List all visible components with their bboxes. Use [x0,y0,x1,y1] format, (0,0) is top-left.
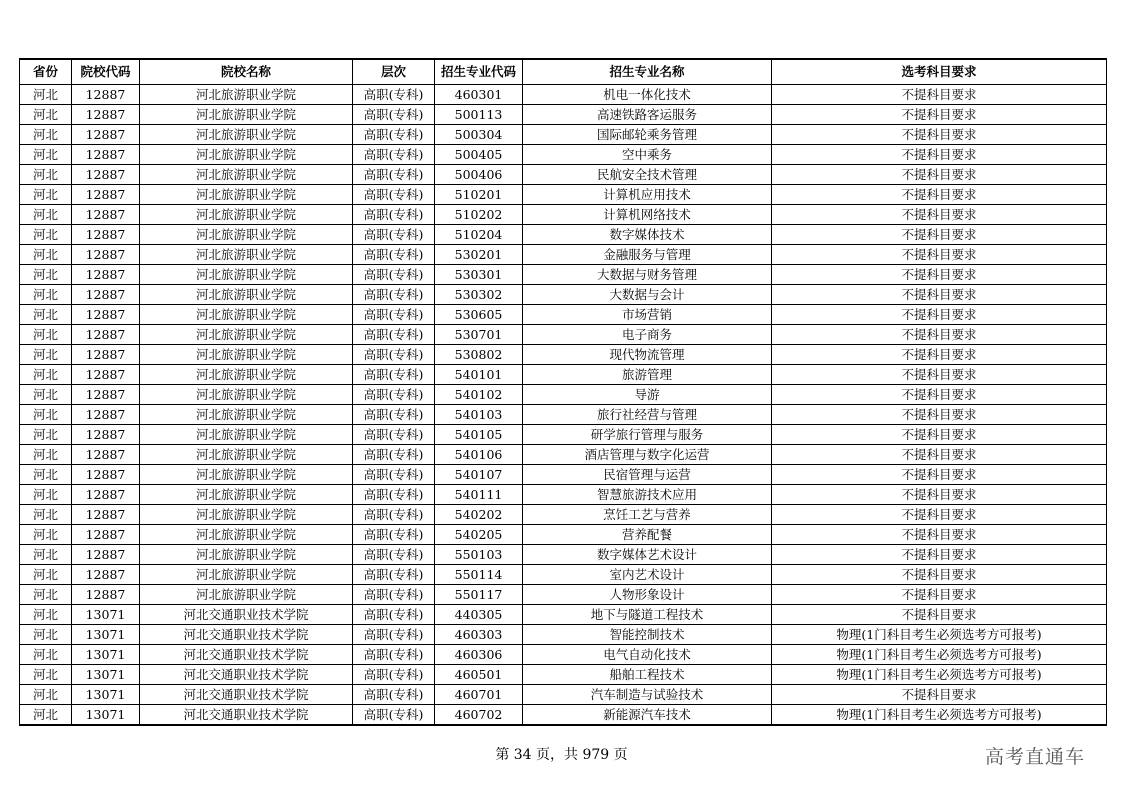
major-code-cell: 540107 [435,465,523,485]
major-name-cell: 大数据与会计 [523,285,772,305]
major-name-cell: 大数据与财务管理 [523,265,772,285]
subject-requirement-cell: 不提科目要求 [772,285,1107,305]
major-name-cell: 酒店管理与数字化运营 [523,445,772,465]
table-row [20,685,1107,705]
table-row [20,405,1107,425]
subject-requirement-cell: 不提科目要求 [772,545,1107,565]
table-header-row [20,59,1107,85]
school-code-cell: 12887 [72,365,140,385]
province-cell: 河北 [20,285,72,305]
school-code-cell: 13071 [72,605,140,625]
province-cell: 河北 [20,85,72,105]
major-code-cell: 500405 [435,145,523,165]
major-name-cell: 电气自动化技术 [523,645,772,665]
level-cell: 高职(专科) [353,365,435,385]
province-cell: 河北 [20,165,72,185]
province-cell: 河北 [20,345,72,365]
major-code-cell: 530201 [435,245,523,265]
table-row [20,105,1107,125]
school-name-cell: 河北交通职业技术学院 [140,665,353,685]
school-name-cell: 河北旅游职业学院 [140,465,353,485]
table-row [20,545,1107,565]
table-row [20,565,1107,585]
province-cell: 河北 [20,145,72,165]
major-name-cell: 计算机应用技术 [523,185,772,205]
subject-requirement-cell: 不提科目要求 [772,405,1107,425]
table-row [20,145,1107,165]
school-code-cell: 12887 [72,505,140,525]
level-cell: 高职(专科) [353,245,435,265]
school-name-cell: 河北旅游职业学院 [140,385,353,405]
province-cell: 河北 [20,505,72,525]
major-code-cell: 460701 [435,685,523,705]
table-row [20,385,1107,405]
major-code-cell: 540111 [435,485,523,505]
major-code-cell: 460303 [435,625,523,645]
school-code-cell: 12887 [72,105,140,125]
subject-requirement-cell: 不提科目要求 [772,165,1107,185]
subject-requirement-cell: 不提科目要求 [772,525,1107,545]
school-code-cell: 12887 [72,145,140,165]
major-name-cell: 高速铁路客运服务 [523,105,772,125]
major-name-cell: 金融服务与管理 [523,245,772,265]
table-row [20,505,1107,525]
subject-requirement-cell: 不提科目要求 [772,365,1107,385]
major-code-cell: 530301 [435,265,523,285]
province-cell: 河北 [20,545,72,565]
province-cell: 河北 [20,525,72,545]
province-cell: 河北 [20,665,72,685]
province-cell: 河北 [20,445,72,465]
province-cell: 河北 [20,265,72,285]
school-name-cell: 河北交通职业技术学院 [140,705,353,726]
subject-requirement-cell: 不提科目要求 [772,465,1107,485]
subject-requirement-cell: 不提科目要求 [772,185,1107,205]
level-cell: 高职(专科) [353,325,435,345]
page-number: 第 34 页，共 979 页 [495,747,628,763]
school-name-cell: 河北交通职业技术学院 [140,605,353,625]
school-code-cell: 12887 [72,245,140,265]
school-code-cell: 13071 [72,685,140,705]
school-name-cell: 河北旅游职业学院 [140,265,353,285]
level-cell: 高职(专科) [353,545,435,565]
watermark-logo: 高考直通车 [985,746,1086,768]
major-name-cell: 计算机网络技术 [523,205,772,225]
school-name-cell: 河北旅游职业学院 [140,85,353,105]
level-cell: 高职(专科) [353,185,435,205]
subject-requirement-cell: 不提科目要求 [772,445,1107,465]
school-code-cell: 12887 [72,385,140,405]
school-name-cell: 河北交通职业技术学院 [140,685,353,705]
level-cell: 高职(专科) [353,85,435,105]
major-name-cell: 民航安全技术管理 [523,165,772,185]
major-code-cell: 530802 [435,345,523,365]
level-cell: 高职(专科) [353,305,435,325]
table-row [20,625,1107,645]
major-name-cell: 数字媒体技术 [523,225,772,245]
major-code-cell: 550103 [435,545,523,565]
subject-requirement-cell: 不提科目要求 [772,225,1107,245]
major-name-cell: 智慧旅游技术应用 [523,485,772,505]
table-row [20,165,1107,185]
major-code-cell: 540101 [435,365,523,385]
school-code-cell: 12887 [72,185,140,205]
major-name-cell: 新能源汽车技术 [523,705,772,726]
table-row [20,325,1107,345]
major-name-cell: 国际邮轮乘务管理 [523,125,772,145]
subject-requirement-cell: 不提科目要求 [772,605,1107,625]
school-name-cell: 河北旅游职业学院 [140,565,353,585]
school-code-cell: 12887 [72,205,140,225]
table-row [20,485,1107,505]
level-cell: 高职(专科) [353,405,435,425]
level-cell: 高职(专科) [353,585,435,605]
table-row [20,425,1107,445]
table-row [20,285,1107,305]
major-code-cell: 540102 [435,385,523,405]
major-name-cell: 人物形象设计 [523,585,772,605]
subject-requirement-cell: 不提科目要求 [772,565,1107,585]
subject-requirement-cell: 不提科目要求 [772,145,1107,165]
province-cell: 河北 [20,625,72,645]
school-name-cell: 河北旅游职业学院 [140,105,353,125]
header-major-name: 招生专业名称 [523,59,772,85]
major-name-cell: 旅行社经营与管理 [523,405,772,425]
level-cell: 高职(专科) [353,285,435,305]
province-cell: 河北 [20,305,72,325]
school-code-cell: 12887 [72,225,140,245]
major-name-cell: 营养配餐 [523,525,772,545]
school-name-cell: 河北旅游职业学院 [140,445,353,465]
major-code-cell: 500113 [435,105,523,125]
major-code-cell: 540205 [435,525,523,545]
subject-requirement-cell: 物理(1门科目考生必须选考方可报考) [772,705,1107,726]
table-row [20,645,1107,665]
school-code-cell: 12887 [72,405,140,425]
subject-requirement-cell: 物理(1门科目考生必须选考方可报考) [772,665,1107,685]
major-code-cell: 540202 [435,505,523,525]
subject-requirement-cell: 不提科目要求 [772,325,1107,345]
school-code-cell: 12887 [72,565,140,585]
school-code-cell: 12887 [72,445,140,465]
school-name-cell: 河北旅游职业学院 [140,505,353,525]
level-cell: 高职(专科) [353,565,435,585]
major-name-cell: 船舶工程技术 [523,665,772,685]
school-code-cell: 13071 [72,645,140,665]
school-code-cell: 12887 [72,585,140,605]
level-cell: 高职(专科) [353,445,435,465]
level-cell: 高职(专科) [353,525,435,545]
school-name-cell: 河北旅游职业学院 [140,285,353,305]
header-school-code: 院校代码 [72,59,140,85]
major-code-cell: 510201 [435,185,523,205]
major-name-cell: 民宿管理与运营 [523,465,772,485]
school-name-cell: 河北旅游职业学院 [140,545,353,565]
province-cell: 河北 [20,325,72,345]
major-code-cell: 500304 [435,125,523,145]
major-code-cell: 550114 [435,565,523,585]
level-cell: 高职(专科) [353,125,435,145]
subject-requirement-cell: 物理(1门科目考生必须选考方可报考) [772,645,1107,665]
province-cell: 河北 [20,645,72,665]
subject-requirement-cell: 不提科目要求 [772,205,1107,225]
province-cell: 河北 [20,485,72,505]
major-code-cell: 460501 [435,665,523,685]
major-code-cell: 460306 [435,645,523,665]
school-name-cell: 河北旅游职业学院 [140,245,353,265]
province-cell: 河北 [20,205,72,225]
school-name-cell: 河北旅游职业学院 [140,585,353,605]
school-code-cell: 12887 [72,165,140,185]
major-code-cell: 540103 [435,405,523,425]
level-cell: 高职(专科) [353,205,435,225]
school-name-cell: 河北旅游职业学院 [140,225,353,245]
level-cell: 高职(专科) [353,705,435,726]
subject-requirement-cell: 不提科目要求 [772,385,1107,405]
school-code-cell: 12887 [72,465,140,485]
table-row [20,445,1107,465]
school-code-cell: 13071 [72,625,140,645]
level-cell: 高职(专科) [353,385,435,405]
school-code-cell: 12887 [72,325,140,345]
subject-requirement-cell: 不提科目要求 [772,685,1107,705]
major-code-cell: 530701 [435,325,523,345]
province-cell: 河北 [20,565,72,585]
level-cell: 高职(专科) [353,345,435,365]
level-cell: 高职(专科) [353,625,435,645]
table-row [20,125,1107,145]
major-name-cell: 智能控制技术 [523,625,772,645]
major-name-cell: 导游 [523,385,772,405]
province-cell: 河北 [20,185,72,205]
school-code-cell: 12887 [72,485,140,505]
province-cell: 河北 [20,385,72,405]
subject-requirement-cell: 不提科目要求 [772,505,1107,525]
province-cell: 河北 [20,225,72,245]
table-row [20,665,1107,685]
major-name-cell: 地下与隧道工程技术 [523,605,772,625]
level-cell: 高职(专科) [353,465,435,485]
major-code-cell: 500406 [435,165,523,185]
header-level: 层次 [353,59,435,85]
school-code-cell: 12887 [72,525,140,545]
subject-requirement-cell: 不提科目要求 [772,425,1107,445]
major-code-cell: 540106 [435,445,523,465]
school-name-cell: 河北旅游职业学院 [140,345,353,365]
province-cell: 河北 [20,365,72,385]
major-code-cell: 530605 [435,305,523,325]
subject-requirement-cell: 不提科目要求 [772,345,1107,365]
table-row [20,605,1107,625]
school-name-cell: 河北旅游职业学院 [140,145,353,165]
major-code-cell: 460301 [435,85,523,105]
major-name-cell: 室内艺术设计 [523,565,772,585]
school-code-cell: 12887 [72,425,140,445]
table-row [20,205,1107,225]
school-name-cell: 河北旅游职业学院 [140,325,353,345]
major-code-cell: 550117 [435,585,523,605]
level-cell: 高职(专科) [353,685,435,705]
table-row [20,265,1107,285]
table-row [20,345,1107,365]
table-row [20,185,1107,205]
level-cell: 高职(专科) [353,485,435,505]
table-row [20,245,1107,265]
level-cell: 高职(专科) [353,425,435,445]
major-name-cell: 市场营销 [523,305,772,325]
subject-requirement-cell: 不提科目要求 [772,305,1107,325]
subject-requirement-cell: 不提科目要求 [772,245,1107,265]
major-name-cell: 机电一体化技术 [523,85,772,105]
school-code-cell: 12887 [72,125,140,145]
table-row [20,585,1107,605]
province-cell: 河北 [20,605,72,625]
table-row [20,365,1107,385]
school-name-cell: 河北旅游职业学院 [140,165,353,185]
major-name-cell: 现代物流管理 [523,345,772,365]
subject-requirement-cell: 不提科目要求 [772,105,1107,125]
level-cell: 高职(专科) [353,265,435,285]
subject-requirement-cell: 不提科目要求 [772,585,1107,605]
school-code-cell: 13071 [72,705,140,726]
province-cell: 河北 [20,425,72,445]
school-name-cell: 河北旅游职业学院 [140,405,353,425]
subject-requirement-cell: 不提科目要求 [772,485,1107,505]
province-cell: 河北 [20,685,72,705]
level-cell: 高职(专科) [353,145,435,165]
major-code-cell: 510204 [435,225,523,245]
school-name-cell: 河北旅游职业学院 [140,185,353,205]
school-code-cell: 13071 [72,665,140,685]
table-row [20,525,1107,545]
major-name-cell: 数字媒体艺术设计 [523,545,772,565]
level-cell: 高职(专科) [353,165,435,185]
major-name-cell: 研学旅行管理与服务 [523,425,772,445]
header-school-name: 院校名称 [140,59,353,85]
header-major-code: 招生专业代码 [435,59,523,85]
table-row [20,225,1107,245]
province-cell: 河北 [20,705,72,726]
level-cell: 高职(专科) [353,645,435,665]
major-code-cell: 530302 [435,285,523,305]
subject-requirement-cell: 物理(1门科目考生必须选考方可报考) [772,625,1107,645]
level-cell: 高职(专科) [353,665,435,685]
school-name-cell: 河北交通职业技术学院 [140,625,353,645]
major-code-cell: 440305 [435,605,523,625]
header-province: 省份 [20,59,72,85]
school-name-cell: 河北旅游职业学院 [140,305,353,325]
major-name-cell: 旅游管理 [523,365,772,385]
admission-table [19,58,1107,726]
major-name-cell: 汽车制造与试验技术 [523,685,772,705]
subject-requirement-cell: 不提科目要求 [772,125,1107,145]
school-code-cell: 12887 [72,345,140,365]
province-cell: 河北 [20,465,72,485]
school-code-cell: 12887 [72,85,140,105]
school-name-cell: 河北旅游职业学院 [140,525,353,545]
table-row [20,705,1107,726]
level-cell: 高职(专科) [353,225,435,245]
school-name-cell: 河北旅游职业学院 [140,125,353,145]
school-name-cell: 河北旅游职业学院 [140,365,353,385]
school-name-cell: 河北旅游职业学院 [140,425,353,445]
table-row [20,465,1107,485]
school-name-cell: 河北旅游职业学院 [140,205,353,225]
school-name-cell: 河北交通职业技术学院 [140,645,353,665]
major-name-cell: 空中乘务 [523,145,772,165]
province-cell: 河北 [20,245,72,265]
major-code-cell: 510202 [435,205,523,225]
school-name-cell: 河北旅游职业学院 [140,485,353,505]
table-row [20,305,1107,325]
province-cell: 河北 [20,585,72,605]
province-cell: 河北 [20,105,72,125]
subject-requirement-cell: 不提科目要求 [772,265,1107,285]
table-body [20,85,1107,726]
level-cell: 高职(专科) [353,105,435,125]
table-row [20,85,1107,105]
province-cell: 河北 [20,405,72,425]
school-code-cell: 12887 [72,305,140,325]
major-code-cell: 540105 [435,425,523,445]
header-subject-requirement: 选考科目要求 [772,59,1107,85]
major-code-cell: 460702 [435,705,523,726]
subject-requirement-cell: 不提科目要求 [772,85,1107,105]
major-name-cell: 电子商务 [523,325,772,345]
level-cell: 高职(专科) [353,605,435,625]
school-code-cell: 12887 [72,265,140,285]
province-cell: 河北 [20,125,72,145]
school-code-cell: 12887 [72,545,140,565]
major-name-cell: 烹饪工艺与营养 [523,505,772,525]
level-cell: 高职(专科) [353,505,435,525]
school-code-cell: 12887 [72,285,140,305]
